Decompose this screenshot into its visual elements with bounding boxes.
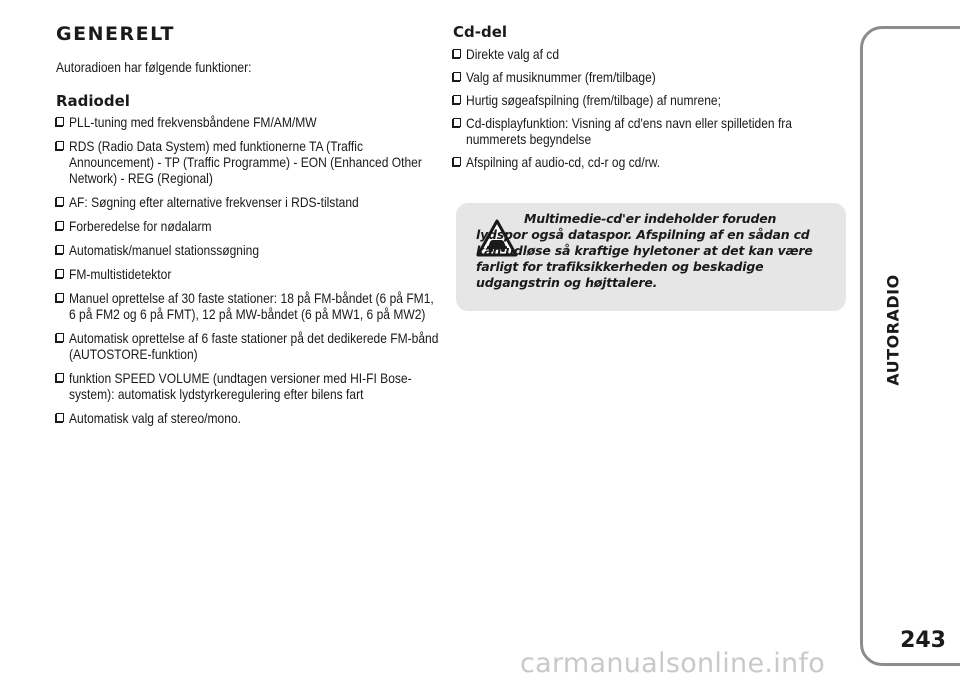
list-item: AF: Søgning efter alternative frekvenser i RDS-tilstand — [56, 194, 441, 210]
checkbox-bullet-icon — [56, 245, 64, 254]
list-item: Automatisk oprettelse af 6 faste stationer på det dedikerede FM-bånd (AUTOSTORE-funktion) — [56, 330, 441, 362]
list-item: Automatisk/manuel stationssøgning — [56, 242, 441, 258]
list-item: FM-multistidetektor — [56, 266, 441, 282]
list-item: Cd-displayfunktion: Visning af cd'ens navn eller spilletiden fra nummerets begyndelse — [453, 115, 848, 147]
chapter-tab-label: AUTORADIO — [883, 274, 903, 386]
list-item: Hurtig søgeafspilning (frem/tilbage) af numrene; — [453, 92, 848, 108]
list-item: Automatisk valg af stereo/mono. — [56, 410, 441, 426]
checkbox-bullet-icon — [56, 333, 64, 342]
checkbox-bullet-icon — [453, 72, 461, 81]
checkbox-bullet-icon — [453, 157, 461, 166]
checkbox-bullet-icon — [56, 269, 64, 278]
list-item: Manuel oprettelse af 30 faste stationer: 18 på FM-båndet (6 på FM1, 6 på FM2 og 6 på FMT), 12 på MW-båndet (6 på MW1, 6 på MW2) — [56, 290, 441, 322]
list-item: Valg af musiknummer (frem/tilbage) — [453, 69, 848, 85]
radio-feature-list — [56, 114, 441, 426]
warning-box — [456, 203, 846, 311]
list-item: PLL-tuning med frekvensbåndene FM/AM/MW — [56, 114, 441, 130]
watermark: carmanualsonline.info — [520, 648, 826, 679]
section-heading: GENERELT — [56, 23, 175, 45]
list-item: RDS (Radio Data System) med funktionerne TA (Traffic Announcement) - TP (Traffic Programme) - EON (Enhanced Other Network) - REG (Regional) — [56, 138, 441, 186]
left-column — [56, 22, 441, 434]
checkbox-bullet-icon — [453, 95, 461, 104]
list-item: Direkte valg af cd — [453, 46, 848, 62]
side-tab-frame — [860, 26, 960, 666]
list-item: Afspilning af audio-cd, cd-r og cd/rw. — [453, 154, 848, 170]
page-number: 243 — [900, 628, 946, 653]
radio-subheading: Radiodel — [56, 92, 130, 110]
cd-feature-list — [453, 46, 848, 170]
checkbox-bullet-icon — [56, 293, 64, 302]
checkbox-bullet-icon — [56, 221, 64, 230]
checkbox-bullet-icon — [56, 413, 64, 422]
checkbox-bullet-icon — [56, 141, 64, 150]
checkbox-bullet-icon — [453, 118, 461, 127]
intro-text: Autoradioen har følgende funktioner: — [56, 59, 252, 75]
right-column — [453, 22, 848, 177]
cd-subheading: Cd-del — [453, 23, 508, 41]
checkbox-bullet-icon — [56, 117, 64, 126]
list-item: Forberedelse for nødalarm — [56, 218, 441, 234]
list-item: funktion SPEED VOLUME (undtagen versioner med HI-FI Bose-system): automatisk lydstyrkeregulering efter bilens fart — [56, 370, 441, 402]
checkbox-bullet-icon — [453, 49, 461, 58]
checkbox-bullet-icon — [56, 373, 64, 382]
checkbox-bullet-icon — [56, 197, 64, 206]
warning-text: Multimedie-cd'er indeholder foruden lydspor også dataspor. Afspilning af en sådan cd kan udløse så kraftige hyletoner at det kan være farligt for trafiksikkerheden og beskadige udgangstrin og højttalere. — [476, 211, 813, 290]
